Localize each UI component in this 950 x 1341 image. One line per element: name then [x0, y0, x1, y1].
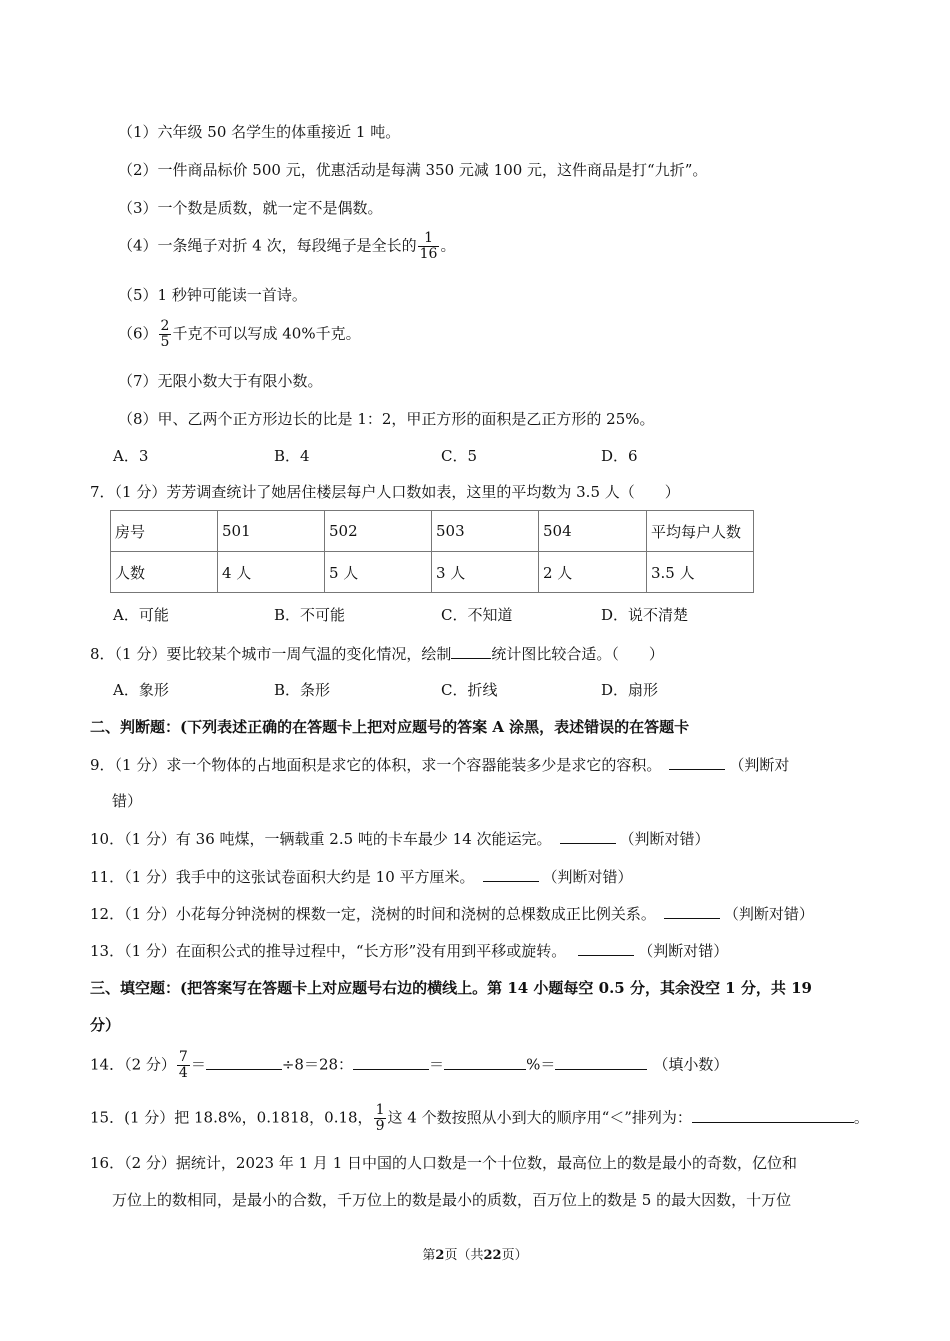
q14-eq-2: ＝: [429, 1055, 445, 1074]
denominator: 9: [375, 1118, 385, 1134]
fraction-2-5: [159, 319, 172, 350]
q9-answer-blank[interactable]: [669, 754, 725, 770]
q14-stem: [90, 1050, 728, 1081]
q8-option-a[interactable]: A．象形: [113, 681, 169, 699]
table-cell: 平均每户人数: [647, 511, 754, 552]
fraction-1-9: [374, 1103, 387, 1134]
q6-item-1: （1）六年级 50 名学生的体重接近 1 吨。: [118, 123, 401, 141]
denominator: 5: [160, 334, 170, 350]
q6-item-8: （8）甲、乙两个正方形边长的比是 1：2，甲正方形的面积是乙正方形的 25%。: [118, 410, 655, 428]
q11-suffix: （判断对错）: [542, 868, 633, 886]
q6-item-3: （3）一个数是质数，就一定不是偶数。: [118, 199, 383, 217]
q6-item-6-label: （6）: [118, 324, 158, 343]
q14-pct: %＝: [526, 1055, 556, 1074]
q7-option-d[interactable]: D．说不清楚: [601, 606, 689, 624]
section-3-title: 三、填空题：(把答案写在答题卡上对应题号右边的横线上。第 14 小题每空 0.5 分，其余没空 1 分，共 19: [90, 979, 812, 997]
q14-blank-4[interactable]: [555, 1054, 647, 1070]
q11-text: 11．（1 分）我手中的这张试卷面积大约是 10 平方厘米。: [90, 868, 475, 886]
table-cell: 504: [539, 511, 647, 552]
q10-text: 10．（1 分）有 36 吨煤，一辆载重 2.5 吨的卡车最少 14 次能运完。: [90, 830, 552, 848]
q7-stem: 7．（1 分）芳芳调查统计了她居住楼层每户人口数如表，这里的平均数为 3.5 人（ ）: [90, 483, 680, 501]
fraction-7-4: [177, 1050, 190, 1081]
q8-stem-text: 8．（1 分）要比较某个城市一周气温的变化情况，绘制: [90, 645, 452, 663]
q8-answer-blank[interactable]: [451, 643, 491, 659]
footer-total-pages: 22: [483, 1248, 502, 1263]
q10-answer-blank[interactable]: [560, 828, 616, 844]
q8-option-b[interactable]: B．条形: [274, 681, 331, 699]
page-footer: [0, 1244, 950, 1263]
q8-option-c[interactable]: C．折线: [441, 681, 498, 699]
table-cell: 5 人: [325, 552, 432, 593]
q6-option-d[interactable]: D．6: [601, 447, 638, 465]
q12-answer-blank[interactable]: [664, 903, 720, 919]
table-cell: 2 人: [539, 552, 647, 593]
q6-item-4-text: （4）一条绳子对折 4 次，每段绳子是全长的: [118, 236, 417, 255]
table-cell: 3.5 人: [647, 552, 754, 593]
footer-page-number: 2: [435, 1248, 445, 1263]
q6-option-c[interactable]: C．5: [441, 447, 478, 465]
numerator: 1: [418, 231, 440, 247]
q7-option-b[interactable]: B．不可能: [274, 606, 346, 624]
section-3-title-cont: 分）: [90, 1016, 121, 1034]
table-cell: 4 人: [218, 552, 325, 593]
q6-item-4: [118, 231, 455, 262]
numerator: 1: [375, 1102, 385, 1118]
q11-stem: [90, 866, 633, 887]
table-cell: 501: [218, 511, 325, 552]
q16-line-1: 16．（2 分）据统计，2023 年 1 月 1 日中国的人口数是一个十位数，最高位上的数是最小的奇数，亿位和: [90, 1154, 798, 1172]
q14-eq-1: ＝: [190, 1055, 206, 1074]
section-2-title: 二、判断题：(下列表述正确的在答题卡上把对应题号的答案 A 涂黑，表述错误的在答题卡: [90, 718, 690, 736]
q8-stem-end: 统计图比较合适。（ ）: [491, 645, 664, 663]
q14-blank-2[interactable]: [353, 1054, 429, 1070]
q14-div: ÷8＝28：: [281, 1055, 354, 1074]
q16-line-2: 万位上的数相同，是最小的合数，千万位上的数是最小的质数，百万位上的数是 5 的最大因数，十万位: [112, 1191, 792, 1209]
table-cell: 3 人: [432, 552, 539, 593]
q6-item-5: （5）1 秒钟可能读一首诗。: [118, 286, 307, 304]
q10-stem: [90, 828, 710, 849]
table-row: [111, 511, 754, 552]
q15-text: 15．(1 分）把 18.8%，0.1818，0.18，: [90, 1108, 373, 1127]
q9-suffix: （判断对: [729, 756, 790, 774]
table-cell: 房号: [111, 511, 218, 552]
footer-post: 页）: [501, 1248, 528, 1263]
q9-continuation: 错）: [112, 792, 143, 810]
q15-answer-blank[interactable]: [692, 1107, 854, 1123]
q13-text: 13．（1 分）在面积公式的推导过程中，“长方形”没有用到平移或旋转。: [90, 942, 567, 960]
numerator: 7: [178, 1049, 188, 1065]
q13-answer-blank[interactable]: [578, 940, 634, 956]
footer-mid: 页（共: [444, 1248, 484, 1263]
denominator: 4: [178, 1065, 188, 1081]
numerator: 2: [160, 318, 170, 334]
table-cell: 人数: [111, 552, 218, 593]
q12-stem: [90, 903, 814, 924]
q9-stem: [90, 754, 789, 775]
q8-option-d[interactable]: D．扇形: [601, 681, 659, 699]
q15-stem: [90, 1103, 869, 1134]
q7-option-c[interactable]: C．不知道: [441, 606, 513, 624]
q6-item-6: [118, 319, 361, 350]
q12-text: 12．（1 分）小花每分钟浇树的棵数一定，浇树的时间和浇树的总棵数成正比例关系。: [90, 905, 656, 923]
q11-answer-blank[interactable]: [483, 866, 539, 882]
q12-suffix: （判断对错）: [723, 905, 814, 923]
q6-option-a[interactable]: A．3: [113, 447, 149, 465]
q13-suffix: （判断对错）: [638, 942, 729, 960]
q14-blank-1[interactable]: [206, 1054, 282, 1070]
q7-option-a[interactable]: A．可能: [113, 606, 169, 624]
q14-blank-3[interactable]: [444, 1054, 526, 1070]
q8-stem: [90, 643, 664, 664]
q13-stem: [90, 940, 728, 961]
q6-item-6-text: 千克不可以写成 40%千克。: [172, 324, 361, 343]
q6-item-4-end: 。: [440, 236, 456, 255]
table-cell: 502: [325, 511, 432, 552]
table-row: [111, 552, 754, 593]
q14-suffix: （填小数）: [653, 1055, 729, 1074]
table-cell: 503: [432, 511, 539, 552]
q15-text-2: 这 4 个数按照从小到大的顺序用“＜”排列为：: [387, 1108, 692, 1127]
footer-pre: 第: [422, 1248, 436, 1263]
q6-option-b[interactable]: B．4: [274, 447, 310, 465]
household-table: [110, 510, 754, 593]
fraction-1-16: [418, 231, 440, 262]
q9-text: 9．（1 分）求一个物体的占地面积是求它的体积，求一个容器能装多少是求它的容积。: [90, 756, 662, 774]
q15-end: 。: [853, 1108, 869, 1127]
q6-item-2: （2）一件商品标价 500 元，优惠活动是每满 350 元减 100 元，这件商品是打“九折”。: [118, 161, 708, 179]
denominator: 16: [419, 246, 438, 262]
q6-item-7: （7）无限小数大于有限小数。: [118, 372, 323, 390]
q10-suffix: （判断对错）: [619, 830, 710, 848]
q14-label: 14．（2 分）: [90, 1055, 176, 1074]
